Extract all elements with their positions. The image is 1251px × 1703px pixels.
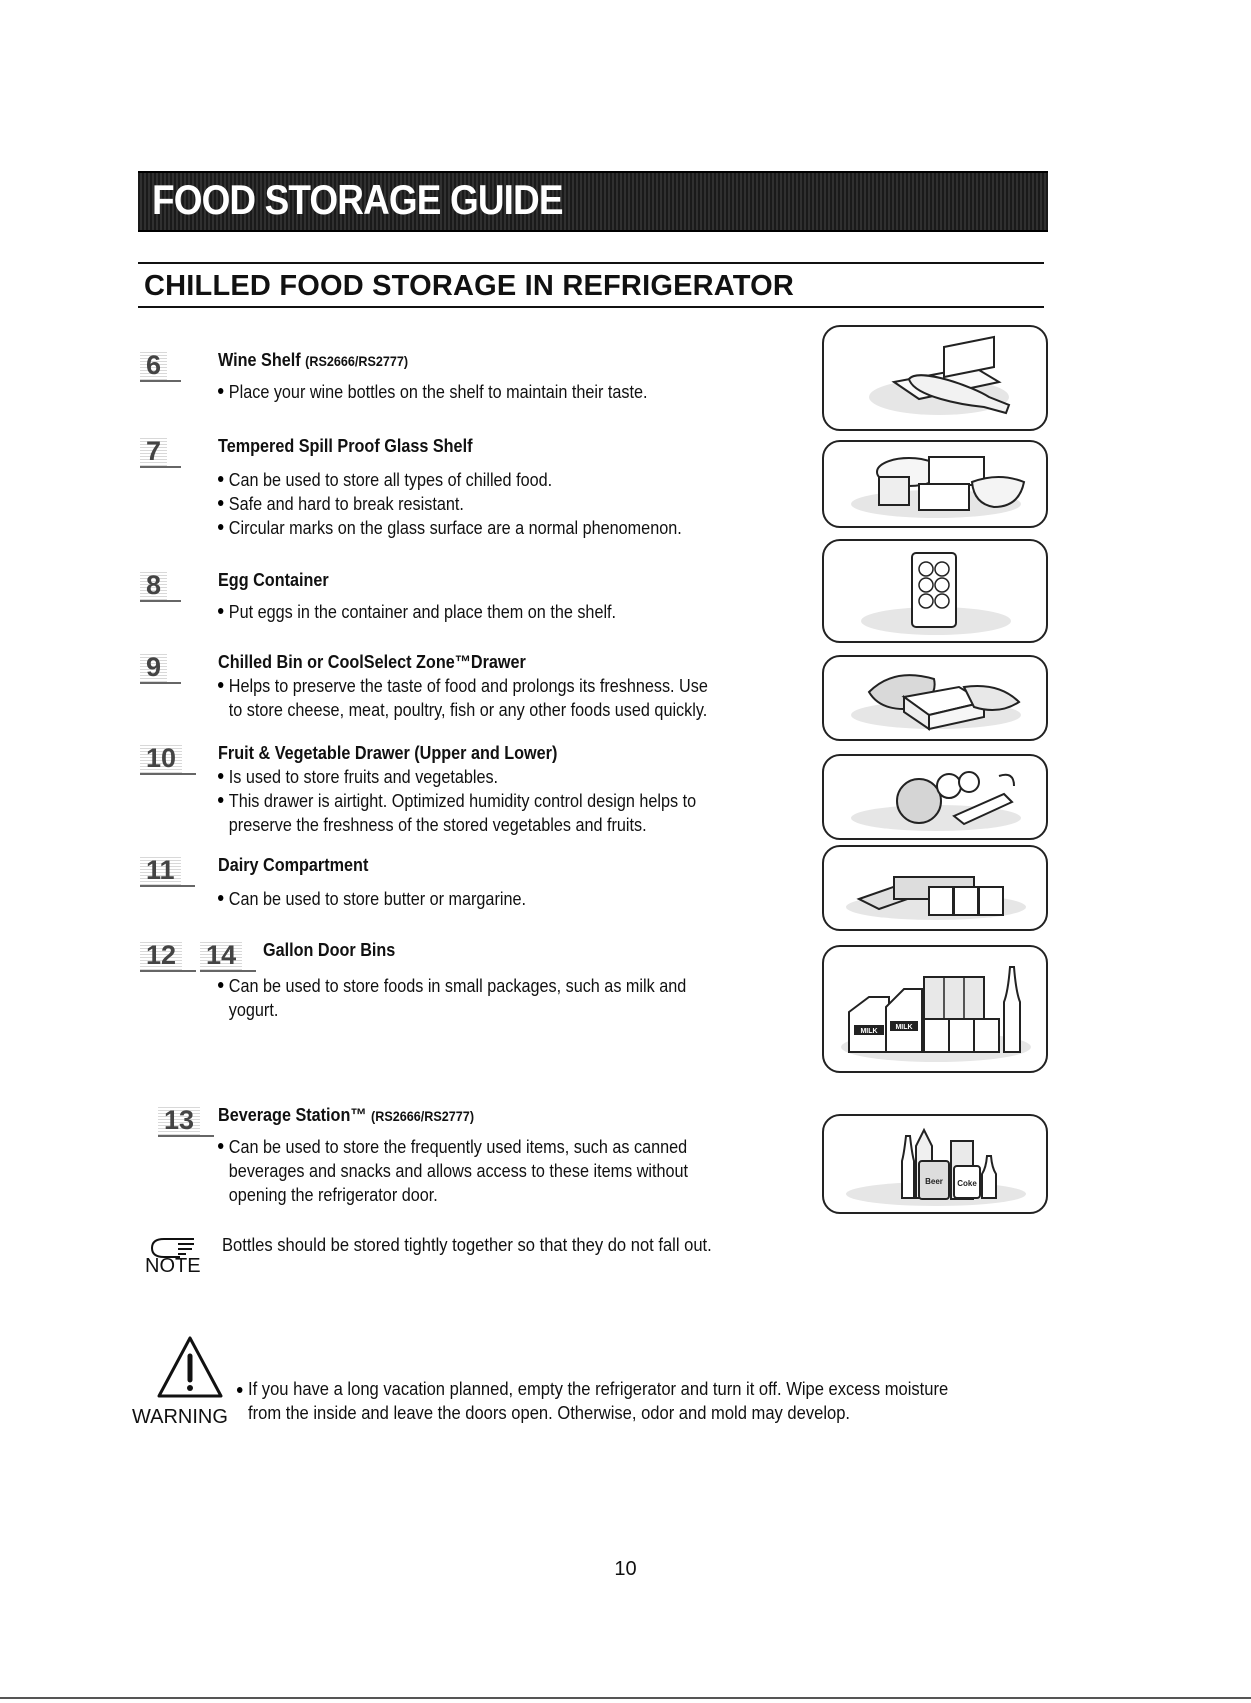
beverage-station-illustration: [822, 1114, 1048, 1214]
warning-text: [248, 1377, 1068, 1425]
glass-shelf-illustration: [822, 440, 1048, 528]
wine-shelf-illustration: [822, 325, 1048, 431]
bullet-continuation: yogurt.: [228, 1000, 279, 1020]
warning-line: If you have a long vacation planned, empty the refrigerator and turn it off. Wipe excess moisture: [248, 1377, 1002, 1401]
section-banner: [138, 171, 1048, 232]
warning-triangle-icon: [155, 1334, 225, 1405]
item-number: 12: [140, 940, 182, 970]
item-bullets: [218, 674, 830, 722]
fruit-vegetable-illustration: [822, 754, 1048, 840]
section-title: CHILLED FOOD STORAGE IN REFRIGERATOR: [144, 270, 795, 302]
gallon-door-bins-illustration: [822, 945, 1048, 1073]
item-number: 9: [140, 652, 167, 682]
bullet: Circular marks on the glass surface are a normal phenomenon.: [218, 516, 769, 540]
note-label: NOTE: [145, 1255, 201, 1277]
beer-label: Beer: [925, 1177, 943, 1186]
egg-container-illustration: [822, 539, 1048, 643]
item-heading: [218, 1105, 474, 1126]
item-number: 8: [140, 570, 167, 600]
item-bullets: [218, 600, 830, 624]
dairy-compartment-illustration: [822, 845, 1048, 931]
item-bullets: [218, 380, 830, 404]
item-bullets: [218, 887, 830, 911]
item-number: 13: [158, 1105, 200, 1135]
item-bullets: [218, 468, 830, 540]
bullet: Place your wine bottles on the shelf to maintain their taste.: [218, 380, 769, 404]
milk-label: MILK: [895, 1024, 913, 1031]
item-number: 14: [200, 940, 242, 970]
item-heading: [218, 350, 408, 371]
item-title: Wine Shelf: [218, 350, 306, 370]
item-model-note: (RS2666/RS2777): [371, 1108, 475, 1124]
item-number: 7: [140, 436, 167, 466]
item-model-note: (RS2666/RS2777): [305, 353, 409, 369]
item-title: Dairy Compartment: [218, 855, 369, 875]
bullet: Can be used to store foods in small packages, such as milk and: [218, 974, 769, 998]
milk-label: MILK: [860, 1028, 878, 1035]
item-number: 11: [140, 855, 181, 885]
bullet: Can be used to store all types of chilled food.: [218, 468, 769, 492]
bullet: Safe and hard to break resistant.: [218, 492, 769, 516]
item-title: Beverage Station™: [218, 1105, 372, 1125]
bullet: Can be used to store the frequently used items, such as canned: [218, 1135, 769, 1159]
item-title: Egg Container: [218, 570, 329, 590]
bullet-continuation: beverages and snacks and allows access to these items without: [228, 1161, 689, 1181]
chilled-bin-illustration: [822, 655, 1048, 741]
item-title: Fruit & Vegetable Drawer (Upper and Lower): [218, 743, 558, 763]
item-number: 6: [140, 350, 167, 380]
warning-line: from the inside and leave the doors open. Otherwise, odor and mold may develop.: [248, 1403, 851, 1423]
warning-label: WARNING: [132, 1406, 228, 1428]
note-text: Bottles should be stored tightly together so that they do not fall out.: [222, 1235, 712, 1255]
item-number: 10: [140, 743, 182, 773]
bullet: Put eggs in the container and place them on the shelf.: [218, 600, 769, 624]
bullet-continuation: opening the refrigerator door.: [228, 1185, 438, 1205]
item-title: Tempered Spill Proof Glass Shelf: [218, 436, 473, 456]
banner-title: FOOD STORAGE GUIDE: [152, 176, 563, 223]
bottom-rule: [0, 1697, 1251, 1699]
bullet: This drawer is airtight. Optimized humidity control design helps to: [218, 789, 769, 813]
title-bottom-rule: [138, 306, 1044, 308]
item-bullets: [218, 974, 830, 1022]
title-top-rule: [138, 262, 1044, 264]
page-number: 10: [614, 1558, 637, 1580]
bullet: Helps to preserve the taste of food and prolongs its freshness. Use: [218, 674, 769, 698]
item-title: Gallon Door Bins: [263, 940, 396, 960]
bullet: Is used to store fruits and vegetables.: [218, 765, 769, 789]
item-title: Chilled Bin or CoolSelect Zone™Drawer: [218, 652, 526, 672]
bullet-continuation: preserve the freshness of the stored vegetables and fruits.: [228, 815, 647, 835]
item-bullets: [218, 765, 830, 837]
bullet: Can be used to store butter or margarine.: [218, 887, 769, 911]
item-bullets: [218, 1135, 830, 1207]
coke-label: Coke: [957, 1179, 977, 1188]
bullet-continuation: to store cheese, meat, poultry, fish or any other foods used quickly.: [228, 700, 708, 720]
